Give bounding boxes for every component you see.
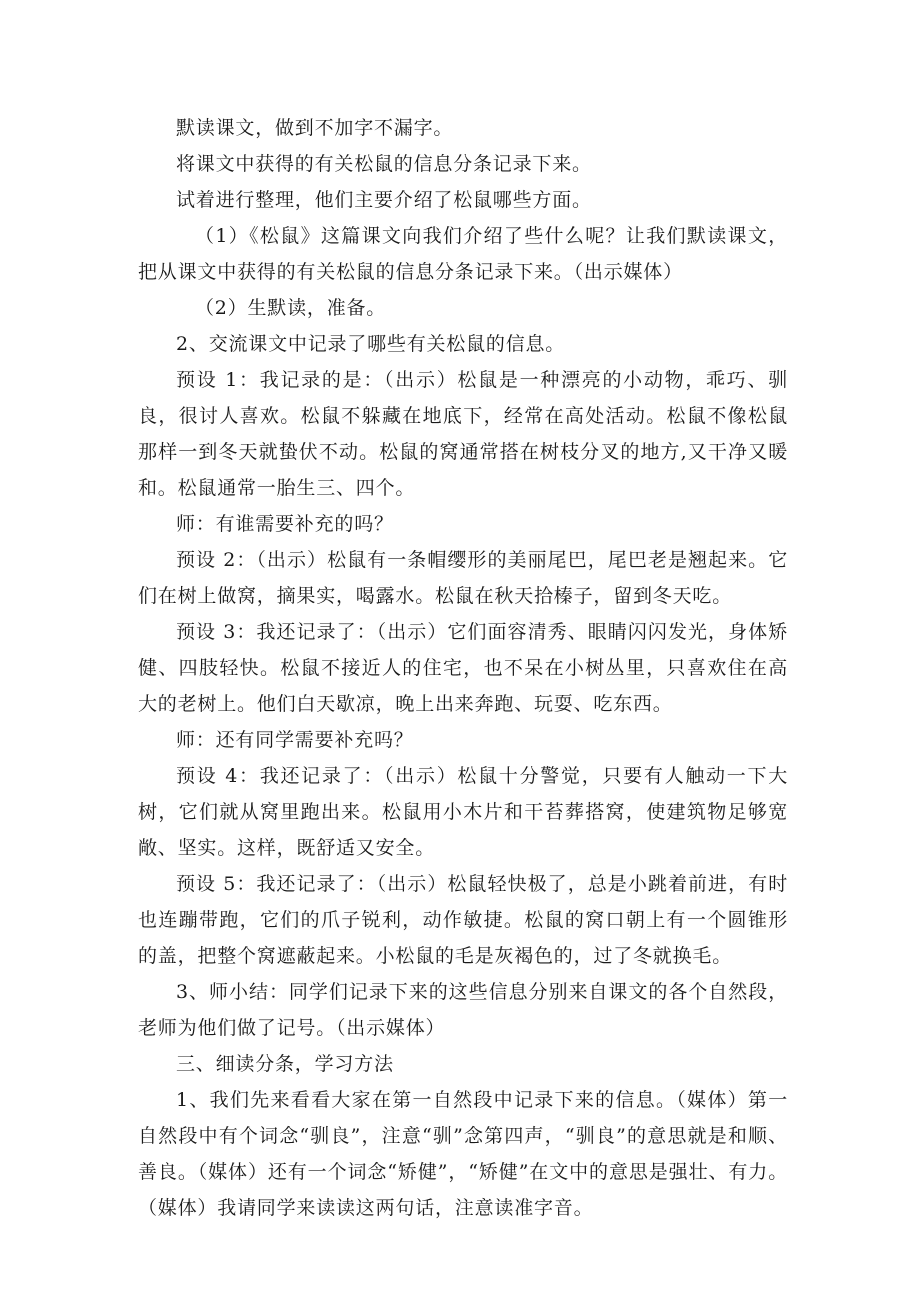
preset-5-paragraph: 预设 5：我还记录了：（出示）松鼠轻快极了，总是小跳着前进，有时也连蹦带跑，它们的爪子锐利，动作敏捷。松鼠的窝口朝上有一个圆锥形的盖，把整个窝遮蔽起来。小松鼠的毛是灰褐色的，过了冬就换毛。	[138, 873, 788, 967]
preset-4-paragraph: 预设 4：我还记录了：（出示）松鼠十分警觉，只要有人触动一下大树，它们就从窝里跑出来。松鼠用小木片和干苔葬搭窝，使建筑物足够宽敞、坚实。这样，既舒适又安全。	[138, 765, 788, 859]
preset-3-paragraph: 预设 3：我还记录了：（出示）它们面容清秀、眼睛闪闪发光，身体矫健、四肢轻快。松鼠不接近人的住宅，也不呆在小树丛里，只喜欢住在高大的老树上。他们白天歇凉，晚上出来奔跑、玩耍、吃东西。	[138, 621, 788, 715]
step-1-paragraph: （1）《松鼠》这篇课文向我们介绍了些什么呢？让我们默读课文，把从课文中获得的有关松鼠的信息分条记录下来。（出示媒体）	[138, 225, 788, 283]
teacher-question-1: 师：有谁需要补充的吗？	[176, 513, 394, 535]
section-2-heading: 2、交流课文中记录了哪些有关松鼠的信息。	[176, 333, 566, 355]
preset-1-paragraph: 预设 1：我记录的是：（出示）松鼠是一种漂亮的小动物，乖巧、驯良，很讨人喜欢。松鼠不躲藏在地底下，经常在高处活动。松鼠不像松鼠那样一到冬天就蛰伏不动。松鼠的窝通常搭在树枝分叉的地方,又干净又暖和。松鼠通常一胎生三、四个。	[138, 369, 788, 499]
instruction-read-silently: 默读课文，做到不加字不漏字。	[176, 117, 454, 139]
teacher-summary-paragraph: 3、师小结：同学们记录下来的这些信息分别来自课文的各个自然段，老师为他们做了记号。（出示媒体）	[138, 981, 788, 1039]
teacher-question-2: 师：还有同学需要补充吗？	[176, 729, 414, 751]
step-2-paragraph: （2）生默读，准备。	[195, 297, 387, 319]
instruction-record-info: 将课文中获得的有关松鼠的信息分条记录下来。	[176, 153, 592, 175]
section-3-heading: 三、细读分条，学习方法	[176, 1053, 394, 1075]
document-page	[138, 110, 788, 1226]
instruction-organize: 试着进行整理，他们主要介绍了松鼠哪些方面。	[176, 189, 592, 211]
detailed-reading-paragraph: 1、我们先来看看大家在第一自然段中记录下来的信息。（媒体）第一自然段中有个词念“驯良”，注意“驯”念第四声，“驯良”的意思就是和顺、善良。（媒体）还有一个词念“矫健”，“矫健”在文中的意思是强壮、有力。（媒体）我请同学来读读这两句话，注意读准字音。	[138, 1089, 788, 1219]
preset-2-paragraph: 预设 2：（出示）松鼠有一条帽缨形的美丽尾巴，尾巴老是翘起来。它们在树上做窝，摘果实，喝露水。松鼠在秋天拾榛子，留到冬天吃。	[138, 549, 788, 607]
